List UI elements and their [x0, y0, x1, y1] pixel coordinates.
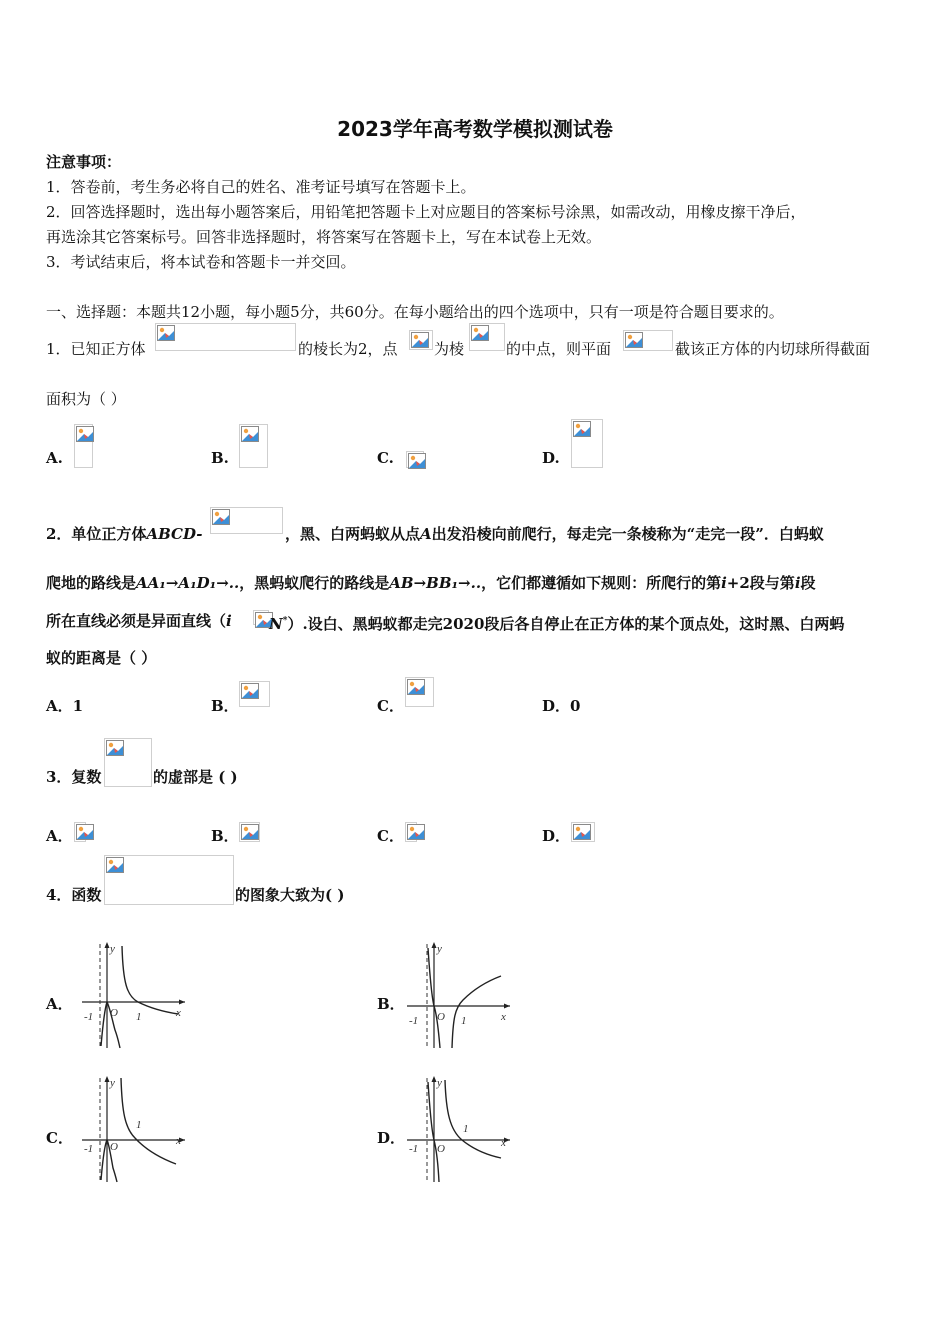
origin-label: O: [437, 1011, 445, 1023]
axis-label-x: x: [501, 1137, 506, 1149]
q3-text-1: 3．复数: [46, 768, 102, 786]
origin-label: O: [437, 1143, 445, 1155]
broken-image-glyph: [211, 508, 231, 526]
tick-neg-one: -1: [409, 1143, 419, 1155]
q2-text-1: 2．单位正方体: [46, 525, 147, 543]
q2-text-l2b: ，黑蚂蚁爬行的路线是: [239, 574, 390, 592]
q2-point-a: A: [420, 525, 432, 543]
q2-option-b: B．: [211, 697, 239, 715]
broken-image-glyph: [75, 425, 95, 443]
q2-set-n-star: *: [282, 616, 288, 626]
axis-label-y: y: [437, 943, 442, 955]
axis-label-x: x: [176, 1007, 181, 1019]
broken-image-glyph: [240, 425, 260, 443]
broken-image-glyph: [572, 420, 592, 438]
broken-image-icon: [104, 855, 234, 905]
broken-image-icon: [104, 738, 152, 787]
broken-image-glyph: [240, 682, 260, 700]
q3-option-c: C．: [377, 827, 404, 845]
curve-right: [445, 1080, 501, 1158]
q3-text-2: 的虚部是 ( ): [153, 768, 238, 786]
q2-text-l2c: ，它们都遵循如下规则：所爬行的第: [481, 574, 722, 592]
broken-image-icon: [253, 610, 269, 625]
tick-one: 1: [136, 1011, 142, 1023]
q4-text-1: 4．函数: [46, 886, 102, 904]
q1-text-5: 截该正方体的内切球所得截面: [675, 340, 871, 358]
broken-image-icon: [239, 822, 260, 842]
q1-option-b: B.: [211, 449, 229, 467]
q2-white-path: AA₁→A₁D₁→..: [136, 574, 240, 592]
origin-label: O: [110, 1007, 118, 1019]
q4-graph-c: [80, 1072, 190, 1188]
q2-black-path: AB→BB₁→..: [389, 574, 482, 592]
q2-cube-name: ABCD-: [146, 525, 203, 543]
q3-option-a: A．: [46, 827, 73, 845]
broken-image-icon: [623, 330, 673, 351]
axis-label-y: y: [110, 943, 115, 955]
notice-item-2b: 再选涂其它答案标号。回答非选择题时，将答案写在答题卡上，写在本试卷上无效。: [46, 228, 602, 246]
tick-one: 1: [463, 1123, 469, 1135]
broken-image-icon: [469, 323, 505, 351]
q4-option-c: C．: [46, 1129, 73, 1147]
broken-image-glyph: [240, 823, 260, 841]
q2-line-2: [46, 573, 816, 593]
q1-text-4: 的中点，则平面: [506, 340, 612, 358]
broken-image-icon: [74, 424, 93, 468]
notice-item-3: 3．考试结束后，将本试卷和答题卡一并交回。: [46, 253, 356, 271]
q1-text-1: 1．已知正方体: [46, 340, 146, 358]
q4-option-a: A．: [46, 995, 73, 1013]
q2-option-c: C．: [377, 697, 404, 715]
broken-image-glyph: [410, 331, 430, 349]
q2-text-l2e: 段: [800, 574, 816, 592]
q2-set-n: N: [269, 615, 283, 633]
curve-right: [452, 976, 501, 1048]
broken-image-icon: [406, 451, 424, 468]
q4-graph-d: [405, 1072, 515, 1188]
tick-neg-one: -1: [84, 1011, 94, 1023]
q2-line-3b: [269, 611, 844, 634]
q1-line-2: 面积为（ ）: [46, 390, 126, 408]
broken-image-icon: [571, 822, 595, 842]
broken-image-glyph: [105, 856, 125, 874]
axis-label-y: y: [110, 1077, 115, 1089]
q2-option-d: D．0: [542, 697, 581, 715]
q2-text-3: 出发沿棱向前爬行，每走完一条棱称为“走完一段”．白蚂蚁: [431, 525, 824, 543]
page-title: 2023学年高考数学模拟测试卷: [337, 117, 613, 141]
q4-text-2: 的图象大致为( ): [235, 886, 345, 904]
q2-var-i: i: [226, 612, 232, 630]
q2-line-1: [46, 524, 203, 544]
broken-image-glyph: [156, 324, 176, 342]
tick-neg-one: -1: [409, 1015, 419, 1027]
broken-image-icon: [405, 677, 434, 707]
broken-image-glyph: [470, 324, 490, 342]
q2-option-a: A．1: [46, 697, 84, 715]
broken-image-glyph: [75, 823, 95, 841]
axis-label-x: x: [501, 1011, 506, 1023]
q2-text-2: ，黑、白两蚂蚁从点: [285, 525, 421, 543]
q4-graph-a: [80, 938, 190, 1054]
broken-image-glyph: [572, 823, 592, 841]
q4-option-b: B．: [377, 995, 405, 1013]
q1-option-d: D.: [542, 449, 560, 467]
tick-one: 1: [461, 1015, 467, 1027]
broken-image-glyph: [624, 331, 644, 349]
tick-neg-one: -1: [84, 1143, 94, 1155]
broken-image-icon: [210, 507, 283, 534]
q2-text-l2d: +2段与第: [726, 574, 795, 592]
notice-item-2a: 2．回答选择题时，选出每小题答案后，用铅笔把答题卡上对应题目的答案标号涂黑，如需改动，用橡皮擦干净后，: [46, 203, 806, 221]
broken-image-icon: [405, 822, 417, 842]
tick-one: 1: [136, 1119, 142, 1131]
axis-label-x: x: [176, 1135, 181, 1147]
broken-image-icon: [155, 323, 296, 351]
curve-right: [121, 1078, 176, 1164]
broken-image-icon: [239, 424, 268, 468]
q1-option-c: C.: [377, 449, 394, 467]
broken-image-glyph: [406, 678, 426, 696]
q2-var-i: i: [794, 574, 801, 592]
broken-image-icon: [409, 330, 433, 350]
q1-text-3: 为棱: [434, 340, 465, 358]
q3-option-d: D．: [542, 827, 571, 845]
q2-text-l3b: ）.设白、黑蚂蚁都走完2020段后各自停止在正方体的某个顶点处，这时黑、白两蚂: [287, 615, 845, 633]
q4-option-d: D．: [377, 1129, 406, 1147]
curve-right: [122, 946, 178, 1014]
q1-option-a: A.: [46, 449, 63, 467]
notice-heading: 注意事项：: [46, 153, 122, 171]
notice-item-1: 1．答卷前，考生务必将自己的姓名、准考证号填写在答题卡上。: [46, 178, 476, 196]
broken-image-glyph: [406, 823, 426, 841]
q2-text-l3a: 所在直线必须是异面直线（: [46, 612, 227, 630]
section-heading: 一、选择题：本题共12小题，每小题5分，共60分。在每小题给出的四个选项中，只有一项是符合题目要求的。: [46, 303, 784, 321]
q4-graph-b: [405, 938, 515, 1054]
q2-line-1b: [285, 524, 824, 544]
q3-option-b: B．: [211, 827, 239, 845]
q2-text-l2a: 爬地的路线是: [46, 574, 137, 592]
q2-line-4: 蚁的距离是（ ）: [46, 649, 157, 667]
broken-image-icon: [239, 681, 270, 707]
q2-line-3a: [46, 611, 232, 631]
broken-image-glyph: [105, 739, 125, 757]
q1-text-2: 的棱长为2，点: [298, 340, 398, 358]
broken-image-icon: [571, 419, 603, 468]
broken-image-icon: [74, 822, 86, 842]
q2-var-i: i: [721, 574, 727, 592]
axis-label-y: y: [437, 1077, 442, 1089]
broken-image-glyph: [407, 452, 427, 470]
origin-label: O: [110, 1141, 118, 1153]
